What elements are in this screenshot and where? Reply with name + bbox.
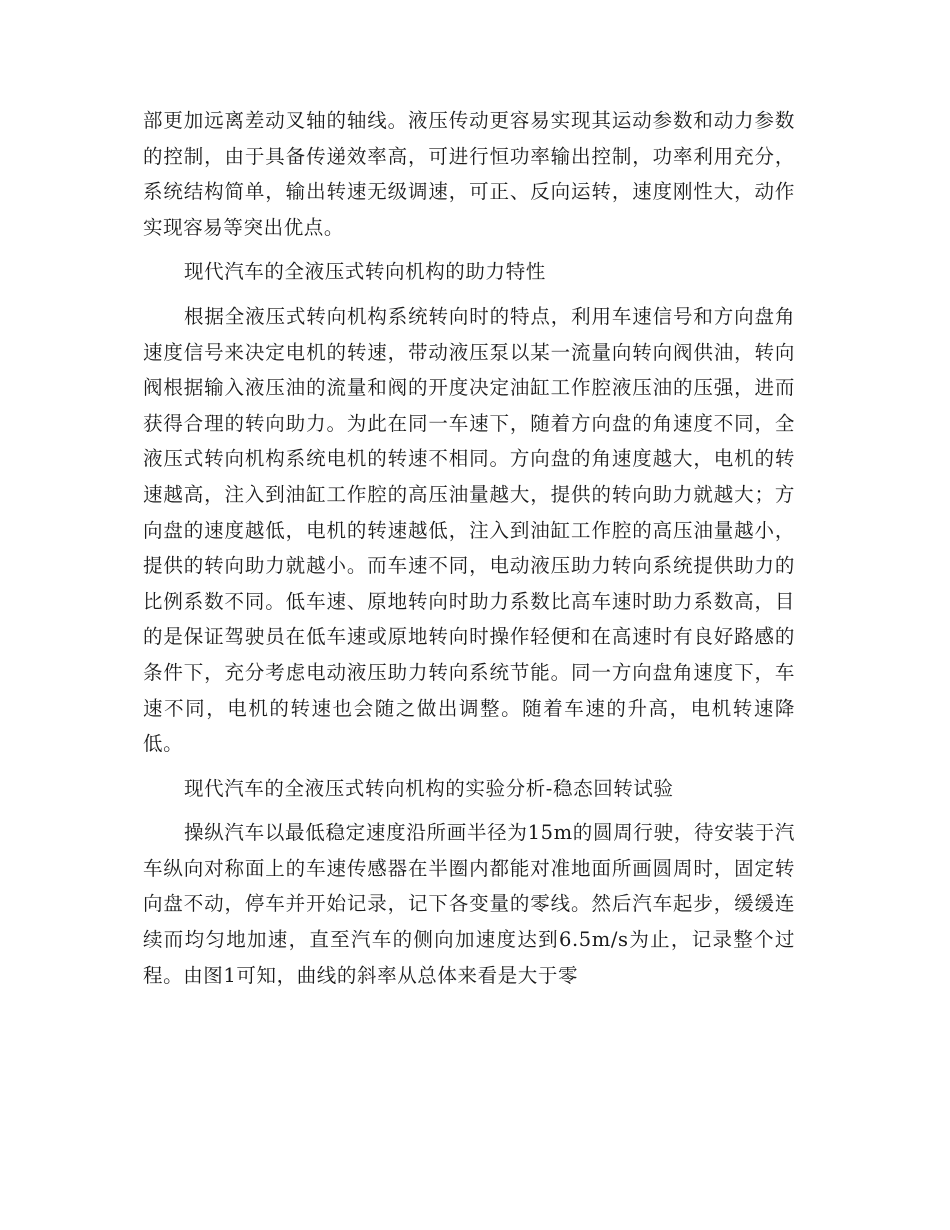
paragraph-steady-state-test: 操纵汽车以最低稳定速度沿所画半径为15m的圆周行驶，待安装于汽车纵向对称面上的车速传感器在半圈内都能对准地面所画圆周时，固定转向盘不动，停车并开始记录，记下各变量的零线。然后汽车起步，缓缓连续而均匀地加速，直至汽车的侧向加速度达到6.5m/s为止，记录整个过程。由图1可知，曲线的斜率从总体来看是大于零 xyxy=(143,821,795,987)
document-page xyxy=(143,103,795,1002)
section-heading-steady-state-test: 现代汽车的全液压式转向机构的实验分析-稳态回转试验 xyxy=(184,776,674,800)
section-heading-assist-characteristics: 现代汽车的全液压式转向机构的助力特性 xyxy=(184,260,546,284)
paragraph-assist-characteristics: 根据全液压式转向机构系统转向时的特点，利用车速信号和方向盘角速度信号来决定电机的转速，带动液压泵以某一流量向转向阀供油，转向阀根据输入液压油的流量和阀的开度决定油缸工作腔液压油的压强，进而获得合理的转向助力。为此在同一车速下，随着方向盘的角速度不同，全液压式转向机构系统电机的转速不相同。方向盘的角速度越大，电机的转速越高，注入到油缸工作腔的高压油量越大，提供的转向助力就越大；方向盘的速度越低，电机的转速越低，注入到油缸工作腔的高压油量越小，提供的转向助力就越小。而车速不同，电动液压助力转向系统提供助力的比例系数不同。低车速、原地转向时助力系数比高车速时助力系数高，目的是保证驾驶员在低车速或原地转向时操作轻便和在高速时有良好路感的条件下，充分考虑电动液压助力转向系统节能。同一方向盘角速度下，车速不同，电机的转速也会随之做出调整。随着车速的升高，电机转速降低。 xyxy=(143,304,795,756)
paragraph-continuation: 部更加远离差动叉轴的轴线。液压传动更容易实现其运动参数和动力参数的控制，由于具备传递效率高，可进行恒功率输出控制，功率利用充分，系统结构简单，输出转速无级调速，可正、反向运转，速度刚性大，动作实现容易等突出优点。 xyxy=(143,109,795,239)
